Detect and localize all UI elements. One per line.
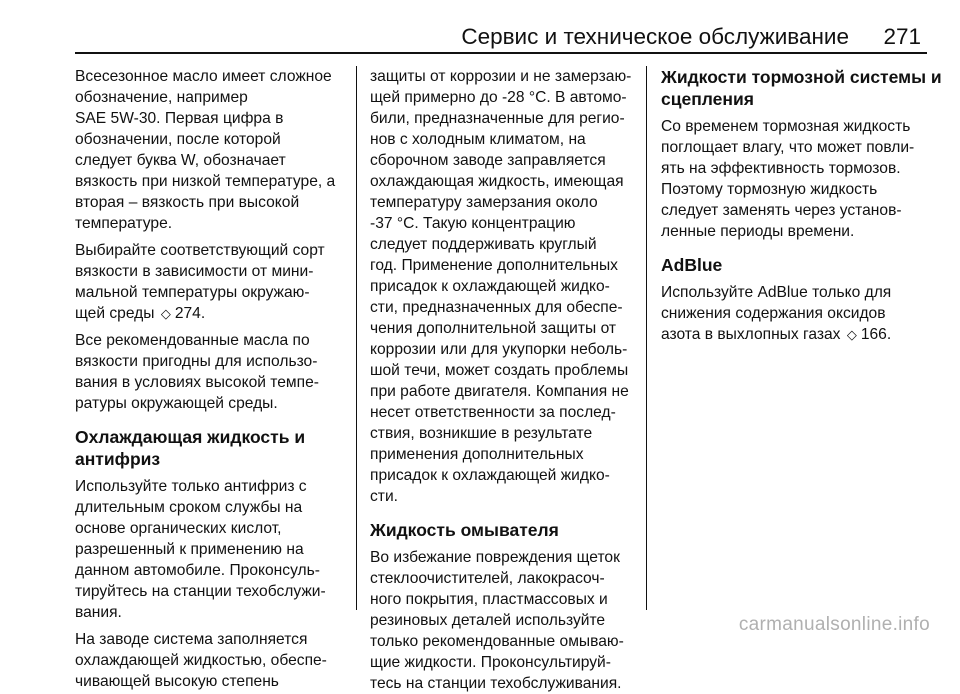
text-line: температуре. xyxy=(75,215,173,232)
text-line: Используйте AdBlue только для xyxy=(661,284,892,301)
text-column-right xyxy=(661,66,942,345)
text-line: тесь на станции техобслуживания. xyxy=(370,675,622,692)
text-line: ствия, возникшие в результате xyxy=(370,425,593,442)
text-line: следует заменять через установ‐ xyxy=(661,202,902,219)
text-line: нов с холодным климатом, на xyxy=(370,131,586,148)
text-line: Со временем тормозная жидкость xyxy=(661,118,911,135)
column-divider xyxy=(646,66,647,610)
section-heading xyxy=(661,66,942,110)
paragraph xyxy=(75,629,347,692)
paragraph xyxy=(75,240,347,324)
text-line: AdBlue xyxy=(661,255,723,275)
text-line: чивающей высокую степень xyxy=(75,673,279,690)
text-line: ратуры окружающей среды. xyxy=(75,395,278,412)
text-line: следует поддерживать круглый xyxy=(370,236,597,253)
text-line: Во избежание повреждения щеток xyxy=(370,549,620,566)
text-line: коррозии или для укупорки неболь‐ xyxy=(370,341,628,358)
paragraph xyxy=(75,66,347,234)
text-line: мальной температуры окружаю‐ xyxy=(75,284,310,301)
text-line: Жидкость омывателя xyxy=(370,520,559,540)
text-line: следует буква W, обозначает xyxy=(75,152,286,169)
text-line: азота в выхлопных газах ◇ 166. xyxy=(661,326,892,343)
text-line: ного покрытия, пластмассовых и xyxy=(370,591,608,608)
text-line: присадок к охлаждающей жидко‐ xyxy=(370,467,610,484)
text-line: -37 °C. Такую концентрацию xyxy=(370,215,576,232)
text-line: снижения содержания оксидов xyxy=(661,305,886,322)
text-line: только рекомендованные омываю‐ xyxy=(370,633,624,650)
text-line: Используйте только антифриз с xyxy=(75,478,307,495)
text-line: вязкости пригодны для использо‐ xyxy=(75,353,318,370)
text-column-middle xyxy=(370,66,632,694)
text-line: охлаждающей жидкостью, обеспе‐ xyxy=(75,652,327,669)
text-line: Жидкости тормозной системы и xyxy=(661,67,942,87)
text-line: били, предназначенные для регио‐ xyxy=(370,110,625,127)
text-line: щей среды ◇ 274. xyxy=(75,305,206,322)
header-divider xyxy=(75,52,927,54)
text-line: щие жидкости. Проконсультируй‐ xyxy=(370,654,611,671)
paragraph xyxy=(75,330,347,414)
paragraph xyxy=(661,116,923,242)
text-line: несет ответственности за послед‐ xyxy=(370,404,616,421)
page-header xyxy=(75,24,927,50)
text-line: вания. xyxy=(75,604,122,621)
page-title: Сервис и техническое обслуживание xyxy=(461,24,849,49)
text-line: поглощает влагу, что может повли‐ xyxy=(661,139,915,156)
page-ref-arrow-icon: ◇ xyxy=(160,306,171,321)
section-heading xyxy=(661,254,923,276)
paragraph xyxy=(661,282,923,345)
text-line: вания в условиях высокой темпе‐ xyxy=(75,374,319,391)
text-line: тируйтесь на станции техобслужи‐ xyxy=(75,583,326,600)
text-line: применения дополнительных xyxy=(370,446,584,463)
text-line: температуру замерзания около xyxy=(370,194,598,211)
text-line: данном автомобиле. Проконсуль‐ xyxy=(75,562,320,579)
text-line: Выбирайте соответствующий сорт xyxy=(75,242,325,259)
text-line: ленные периоды времени. xyxy=(661,223,855,240)
text-line: Все рекомендованные масла по xyxy=(75,332,310,349)
text-line: сцепления xyxy=(661,89,754,109)
text-line: вязкости в зависимости от мини‐ xyxy=(75,263,314,280)
column-divider xyxy=(356,66,357,610)
section-heading xyxy=(75,426,347,470)
page-number: 271 xyxy=(883,24,921,49)
text-line: ять на эффективность тормозов. xyxy=(661,160,901,177)
text-line: основе органических кислот, xyxy=(75,520,282,537)
text-line: антифриз xyxy=(75,449,161,469)
text-line: Всесезонное масло имеет сложное xyxy=(75,68,332,85)
page-ref-arrow-icon: ◇ xyxy=(846,327,857,342)
paragraph xyxy=(370,66,632,507)
page-reference: 166 xyxy=(860,326,887,343)
text-line: резиновых деталей используйте xyxy=(370,612,606,629)
paragraph xyxy=(370,547,632,694)
paragraph xyxy=(75,476,347,623)
text-line: чения дополнительной защиты от xyxy=(370,320,617,337)
text-line: длительным сроком службы на xyxy=(75,499,303,516)
text-line: сти. xyxy=(370,488,398,505)
text-line: вторая – вязкость при высокой xyxy=(75,194,300,211)
text-line: Охлаждающая жидкость и xyxy=(75,427,306,447)
page-reference: 274 xyxy=(174,305,201,322)
section-heading xyxy=(370,519,632,541)
text-line: вязкость при низкой температуре, а xyxy=(75,173,336,190)
text-line: Поэтому тормозную жидкость xyxy=(661,181,878,198)
text-line: присадок к охлаждающей жидко‐ xyxy=(370,278,610,295)
text-line: сти, предназначенных для обеспе‐ xyxy=(370,299,623,316)
text-column-left xyxy=(75,66,347,692)
text-line: SAE 5W-30. Первая цифра в xyxy=(75,110,284,127)
text-line: шой течи, может создать проблемы xyxy=(370,362,629,379)
watermark: carmanualsonline.info xyxy=(738,614,930,635)
text-line: при работе двигателя. Компания не xyxy=(370,383,629,400)
text-line: год. Применение дополнительных xyxy=(370,257,618,274)
text-line: защиты от коррозии и не замерзаю‐ xyxy=(370,68,632,85)
text-line: разрешенный к применению на xyxy=(75,541,304,558)
text-line: обозначение, например xyxy=(75,89,248,106)
text-line: обозначении, после которой xyxy=(75,131,281,148)
text-line: стеклоочистителей, лакокрасоч‐ xyxy=(370,570,605,587)
text-line: щей примерно до -28 °C. В автомо‐ xyxy=(370,89,627,106)
text-line: сборочном заводе заправляется xyxy=(370,152,606,169)
text-line: На заводе система заполняется xyxy=(75,631,308,648)
text-line: охлаждающая жидкость, имеющая xyxy=(370,173,624,190)
